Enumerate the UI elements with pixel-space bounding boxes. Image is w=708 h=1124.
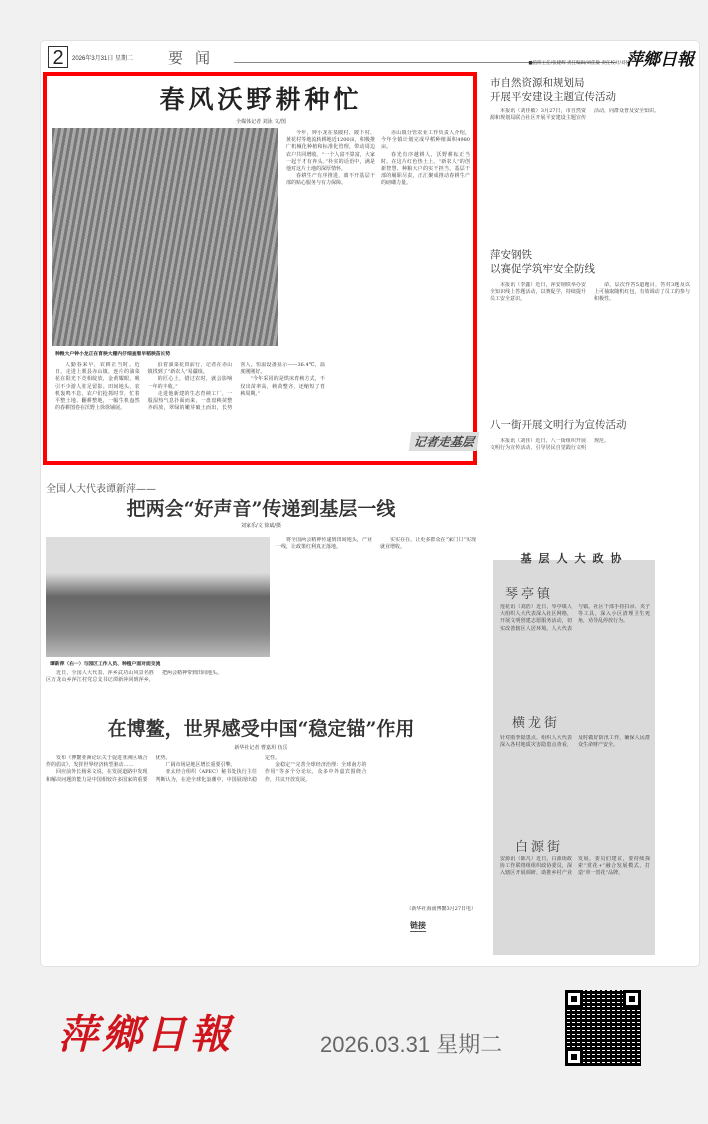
- right-a2-headline[interactable]: [490, 248, 595, 276]
- right-a2-body: [490, 282, 690, 410]
- header-date: 2026年3月31日 星期二: [72, 56, 134, 62]
- paragraph: 实实在在，让更多群众在“家门口”实现就业增收。: [380, 537, 476, 551]
- boao-source: （新华社海南博鳌3月27日电）: [406, 906, 476, 912]
- paragraph: 走进他新建的生态育秧工厂，一股湿热气息扑面而来，一盘盘秧苗整齐码放，翠绿的嫩芽破土而出，长势喜人。恒温设备显示——36.4℃，温度刚刚好。: [147, 362, 325, 412]
- paragraph: 赤山镇分管农业工作负责人介绍，今年全镇计划完成早稻种植面积4980亩。: [381, 130, 470, 151]
- boao-body: [46, 755, 476, 915]
- right-a3-body: [490, 438, 690, 538]
- reporter-column-badge: 记者走基层: [409, 432, 480, 451]
- section-name: 要闻: [168, 49, 223, 67]
- right-a1-headline[interactable]: [490, 76, 616, 104]
- paragraph: 广阔市场是地区增长重要引擎。: [165, 762, 236, 769]
- footer-masthead-logo: 萍鄉日報: [58, 1011, 234, 1058]
- lead-byline: 全媒体记者 刘泳 文/图: [236, 119, 286, 125]
- paragraph: 沿着油菜花田前行，记者在赤山镇找到了“新农人”易疆琅。: [147, 362, 233, 376]
- paragraph: 回应前外长杨荣文说，在发展道路中发现和解决问题的能力是中国相较许多国家的重要优势。: [46, 755, 171, 783]
- paragraph: 今年，钟小龙在泉陂村、陂下村、黄花村等地流转耕地近1200亩，积极推广机械化种植和标准化管理，带动周边农户共同增收。“一个人富不算富，大家一起干才有奔头。”朴实的话语中，满是他对这片土地的深厚情怀。: [286, 130, 375, 173]
- boao-headline[interactable]: 在博鳌，世界感受中国“稳定锚”作用: [107, 718, 415, 740]
- section-title-baiyuan: 白源街: [515, 840, 564, 855]
- paragraph: 春光有序越耕人，沃野耕耘正当时。在这片红色热土上，“新农人”的创新智慧、种粮大户的实干担当、基层干部的履职尽责，正汇聚成推动春耕生产的磅礴力量。: [381, 151, 470, 187]
- paragraph: 春耕生产有序推进，离不开基层干部的贴心服务与有力保障。: [286, 173, 375, 187]
- paragraph: 将全国两会精神传递到田间地头，产业一线，让政策红利真正落地。: [276, 537, 372, 551]
- paragraph: 命，层次作答5道题目，答对3题及以上可抽取随机红包，有效调动了员工的参与积极性。: [594, 282, 690, 303]
- masthead-logo: 萍鄉日報: [626, 50, 694, 70]
- paragraph: 人勤春来早，农耕正当时。近日，走进上栗县赤山镇，连片的油菜花在阳光下竞相绽放，金黄耀眼，吸引不少游人驻足留影。田间地头，农机轰鸣不息，农户们抢抓时节，忙着平整土地、翻耕整地，一幅生机盎然的春耕图卷在沃野上徐徐铺展。: [55, 362, 140, 412]
- npc-body-right: [276, 537, 476, 697]
- paragraph: 亚太经合组织（APEC）秘书处执行主任判断认为，在逆全球化浪潮中，中国展现出稳定性。: [155, 755, 281, 783]
- right-a3-headline[interactable]: 八一街开展文明行为宣传活动: [490, 419, 627, 431]
- npc-photo-caption: 谭新萍（右一）与园区工作人员、种植户面对面交流: [50, 662, 161, 667]
- section-body-baiyuan: 安源讯（陈凡）近日，白源街政协工作联络组组织政协委员，深入辖区开展调研，助推乡村产业发展。委员们建议，要持续探索“赏花+”融合发展模式，打造“单一赏花”品牌。: [500, 856, 650, 877]
- section-title-henglong: 横龙街: [512, 716, 561, 731]
- paragraph: 本报讯（李鑫）近日，萍安钢铁举办安全知识线上答题活动，以赛促学，持续提升员工安全意识。: [490, 282, 586, 303]
- grassroots-column-title: 基层人大政协: [520, 552, 629, 565]
- lead-body-left: [55, 362, 325, 458]
- boao-byline: 新华社记者 曹嘉玥 伍岳: [234, 745, 288, 751]
- section-title-qinting: 琴亭镇: [505, 587, 554, 602]
- right-a1-body: [490, 108, 690, 243]
- paragraph: “今年采用的是烘床育秧方式，不仅出苗率高，秧苗整齐，还缩短了育秧周期。”: [240, 376, 325, 397]
- headline-line: 开展平安建设主题宣传活动: [490, 91, 616, 103]
- headline-line: 萍安钢铁: [490, 249, 532, 261]
- page-header: [44, 44, 696, 70]
- lead-photo: [52, 128, 278, 346]
- npc-byline: 刘家乐/文 徐斌/摄: [241, 523, 281, 529]
- headline-line: 以赛促学筑牢安全防线: [490, 263, 595, 275]
- page-number: 2: [48, 46, 68, 68]
- paragraph: 金稳定”“完善全球经济治理：全球南方的作用”等多个分论坛，众多中外嘉宾围绕合作，共议开放发展。: [265, 762, 367, 783]
- paragraph: 近日，全国人大代表、萍乡武功山风景名胜区万龙山乡萍江村党总支书记谭新萍回到萍乡，把两会精神带到田间地头。: [46, 670, 223, 684]
- npc-kicker: 全国人大代表谭新萍——: [46, 484, 156, 495]
- lead-headline[interactable]: 春风沃野耕种忙: [159, 85, 363, 114]
- lead-photo-caption: 种粮大户钟小龙正在育秧大棚内仔细查看早稻秧苗长势: [55, 352, 171, 357]
- section-body-henglong: 针对雨季隐患点，组织人大代表深入各村地质灾害隐患点查看，及时做好防汛工作，确保人民群众生命财产安全。: [500, 735, 650, 749]
- link-label[interactable]: 链接: [410, 921, 426, 930]
- paragraph: 的匠心上，错过农时，就会影响一年的丰收。”: [147, 376, 233, 390]
- npc-headline[interactable]: 把两会“好声音”传递到基层一线: [126, 498, 396, 520]
- editor-credits: ■值班主任/张建辉 责任编辑/刘佳敏 责任校对/刘佳: [528, 61, 630, 66]
- lead-body-right: [286, 130, 470, 430]
- footer-date: 2026.03.31 星期二: [320, 1032, 503, 1057]
- paragraph: 发布《博鳌亚洲论坛关于促进亚洲区域合作的倡议》，发挥世界经济转型驱动……: [46, 755, 148, 769]
- npc-body-bottom: [46, 670, 270, 698]
- headline-line: 市自然资源和规划局: [490, 77, 585, 89]
- paragraph: 本报讯（刘佳敏）3月27日，市自然资源和规划局联合社区开展平安建设主题宣传活动，向群众普及安全知识。: [490, 108, 660, 122]
- npc-photo: [46, 537, 270, 657]
- qr-code[interactable]: [565, 990, 641, 1066]
- section-body-qinting: 莲花讯（刘浩）近日，琴亭镇人大组织人大代表深入社区网格，开展文明创建志愿服务活动，切实改善辖区人居环境。人大代表与镇、社区干部手持扫帚、夹子等工具，深入小区清理卫生死角，劝导乱停放行为。: [500, 604, 650, 632]
- paragraph: 本报讯（刘佳）近日，八一街组织开展文明行为宣传活动，引导居民自觉践行文明规范。: [490, 438, 610, 452]
